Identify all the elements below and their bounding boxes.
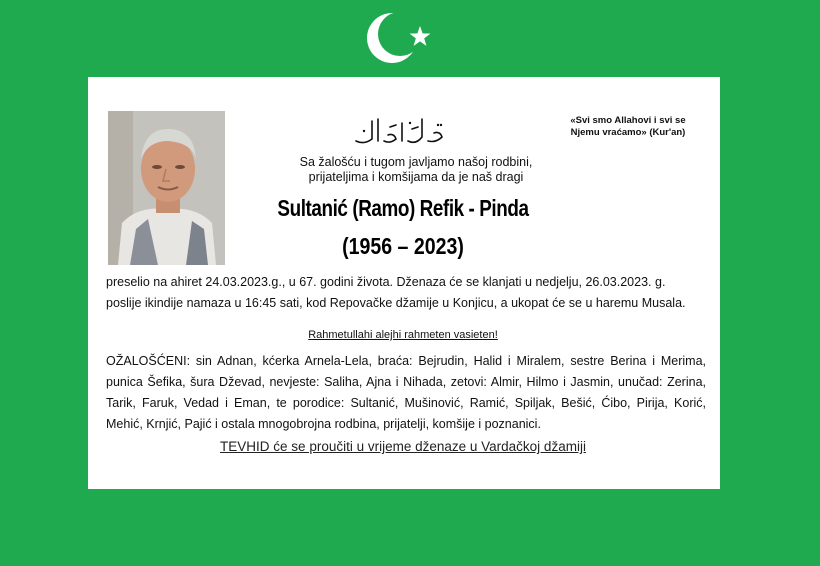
arabic-calligraphy [350,111,450,147]
quran-quote: «Svi smo Allahovi i svi se Njemu vraćamo» (Kur'an) [570,115,686,138]
announcement-line-2: poslije ikindije namaza u 16:45 sati, kod Repovačke džamije u Konjicu, a ukopat će se u haremu Musala. [106,296,686,310]
announcement-line-1: preselio na ahiret 24.03.2023.g., u 67. godini života. Dženaza će se klanjati u nedjelju, 26.03.2023. g. [106,275,666,289]
tevhid-note: TEVHID će se proučiti u vrijeme dženaze u Vardačkoj džamiji [220,439,586,454]
deceased-years: (1956 – 2023) [342,233,464,259]
rahmet-line: Rahmetullahi alejhi rahmeten vasieten! [308,329,498,341]
intro-line-1: Sa žalošću i tugom javljamo našoj rodbini, [299,155,533,169]
obituary-card [88,77,720,489]
deceased-name: Sultanić (Ramo) Refik - Pinda [277,195,529,221]
portrait-photo [108,111,225,265]
mourners-text: OŽALOŠĆENI: sin Adnan, kćerka Arnela-Lela, braća: Bejrudin, Halid i Miralem, sestre Berina i Merima, punica Šefika, šura Dževad, nevjeste: Saliha, Ajna i Nihada, zetovi: Almir, Hilmo i Jasmin, unučad: Zerina, Tarik, Faruk, Vedad i Eman, te porodice: Sultanić, Mušinović, Ramić, Spiljak, Bešić, Ćibo, Pirija, Korić, Mehić, Krnjić, Pajić i ostala mnogobrojna rodbina, prijatelji, komšije i poznanici. [106,354,706,431]
intro-text [256,155,576,185]
crescent-star-icon [362,8,434,70]
intro-line-2: prijateljima i komšijama da je naš dragi [308,170,524,184]
announcement-text [106,272,706,314]
